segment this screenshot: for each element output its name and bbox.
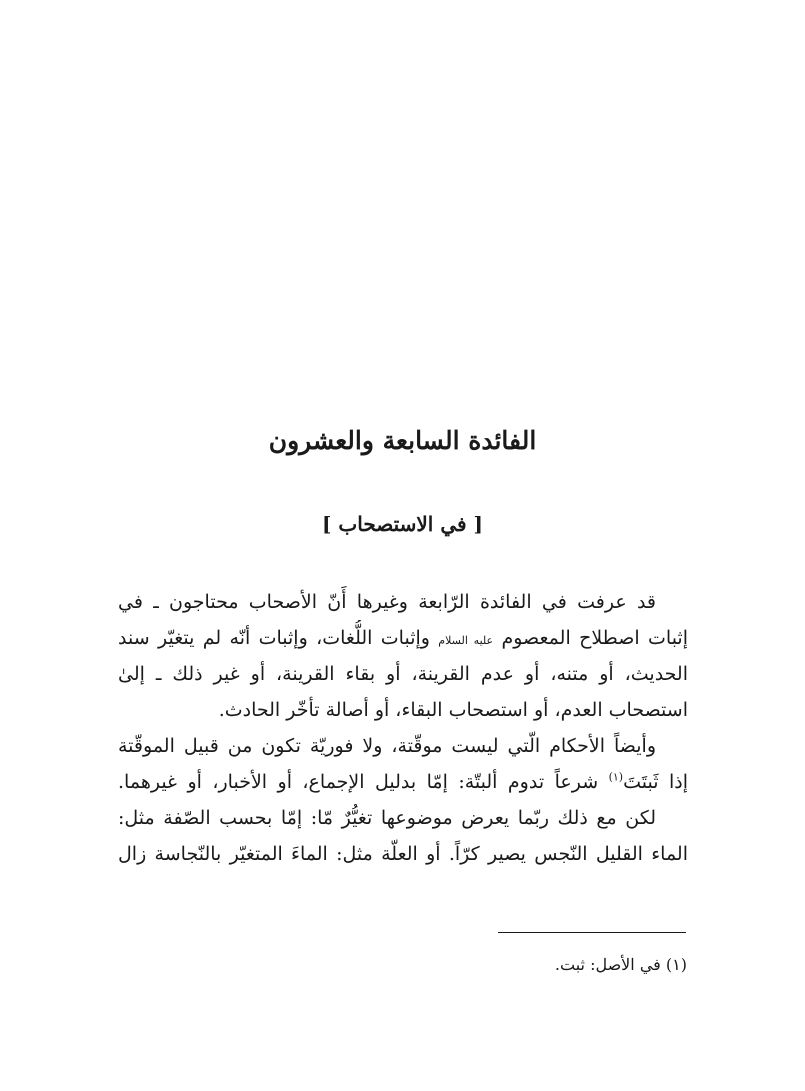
line-text: شرعاً تدوم ألبتّة: إمّا بدليل الإجماع، أو الأخبار، أو غيرهما.: [118, 771, 609, 793]
paragraph-1-line-2: [118, 620, 688, 656]
paragraph-3-line-2: الماء القليل النّجس يصير كرّاً. أو العلّة مثل: الماءَ المتغيّر بالنّجاسة زال: [118, 843, 688, 865]
line-text: إذا ثَبتَتَ: [623, 771, 688, 793]
footnote-marker: (١): [608, 770, 624, 784]
paragraph-3-line-1: لكن مع ذلك ربّما يعرض موضوعها تغيُّرٌ مّا: إمّا بحسب الصّفة مثل:: [118, 807, 656, 829]
footnote: (١) في الأصل: ثبت.: [554, 955, 687, 974]
body-text: [118, 584, 688, 872]
footnote-divider: [498, 932, 686, 933]
paragraph-1-line-4: استصحاب العدم، أو استصحاب البقاء، أو أصالة تأخّر الحادث.: [218, 699, 688, 721]
line-text: إثبات اصطلاح المعصوم: [493, 627, 688, 649]
line-text: وإثبات اللُّغات، وإثبات أنّه لم يتغيّر سند: [118, 627, 439, 649]
paragraph-2-line-2: [118, 764, 688, 800]
honorific-text: عليه السلام: [438, 634, 494, 647]
paragraph-1-line-3: الحديث، أو متنه، أو عدم القرينة، أو بقاء القرينة، أو غير ذلك ـ إلىٰ: [118, 663, 688, 685]
section-title: [ في الاستصحاب ]: [322, 512, 483, 536]
paragraph-1-line-1: قد عرفت في الفائدة الرّابعة وغيرها أَنّ الأصحاب محتاجون ـ في: [118, 591, 656, 613]
paragraph-2-line-1: وأيضاً الأحكام الّتي ليست موقّتة، ولا فوريّة تكون من قبيل الموقّتة: [118, 735, 656, 757]
chapter-title: الفائدة السابعة والعشرون: [268, 426, 537, 455]
